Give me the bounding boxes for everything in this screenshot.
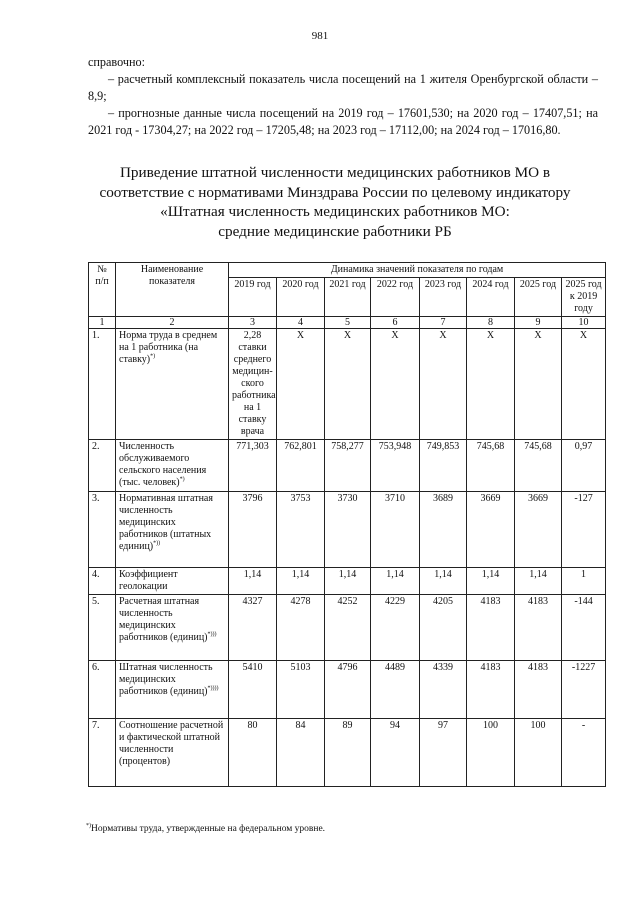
value-cell: 5103 <box>277 661 325 719</box>
value-cell: 1,14 <box>325 568 371 595</box>
value-cell: 745,68 <box>467 440 515 492</box>
value-cell: 1,14 <box>371 568 420 595</box>
value-cell: 753,948 <box>371 440 420 492</box>
value-cell: 80 <box>229 719 277 787</box>
table-row <box>89 719 606 787</box>
row-indicator-name <box>116 661 229 719</box>
title-line-2: соответствие с нормативами Минздрава России по целевому индикатору <box>99 183 571 201</box>
value-cell: X <box>515 329 562 440</box>
indicator-name-text: Расчетная штатная численность медицинских работников (единиц) <box>119 596 208 643</box>
intro-reference-label: справочно: <box>88 55 146 69</box>
column-number-row <box>89 317 606 329</box>
value-cell: X <box>467 329 515 440</box>
row-number: 2. <box>89 440 116 492</box>
footnote-reference: *)) <box>153 540 161 547</box>
intro-item-1: – расчетный комплексный показатель числа посещений на 1 жителя Оренбургской области – 8,9; <box>88 72 598 103</box>
indicator-name-text: Штатная численность медицинских работников (единиц) <box>119 662 213 697</box>
row-number: 3. <box>89 492 116 568</box>
value-cell: 4327 <box>229 595 277 661</box>
value-cell: 5410 <box>229 661 277 719</box>
row-indicator-name <box>116 719 229 787</box>
column-number: 1 <box>89 317 116 329</box>
value-cell: 3669 <box>515 492 562 568</box>
value-cell: 1,14 <box>229 568 277 595</box>
title-line-3: «Штатная численность медицинских работников МО: <box>160 203 510 220</box>
column-number: 7 <box>420 317 467 329</box>
value-cell: 4796 <box>325 661 371 719</box>
value-cell: 84 <box>277 719 325 787</box>
value-cell: 4183 <box>515 661 562 719</box>
section-title <box>90 163 580 241</box>
value-cell: X <box>371 329 420 440</box>
footnote-reference: *))) <box>207 631 217 638</box>
indicator-name-text: Нормативная штатная численность медицинских работников (штатных единиц) <box>119 493 213 552</box>
value-cell: 758,277 <box>325 440 371 492</box>
row-indicator-name <box>116 440 229 492</box>
value-cell: 4183 <box>467 661 515 719</box>
intro-section <box>88 54 598 139</box>
value-cell: 3689 <box>420 492 467 568</box>
indicator-name-text: Коэффициент геолокации <box>119 569 178 592</box>
value-cell: X <box>562 329 606 440</box>
title-line-4: средние медицинские работники РБ <box>218 222 452 240</box>
value-cell: 3730 <box>325 492 371 568</box>
header-year: 2023 год <box>420 278 467 317</box>
column-number: 6 <box>371 317 420 329</box>
value-cell: 97 <box>420 719 467 787</box>
value-cell: 3669 <box>467 492 515 568</box>
header-number: № п/п <box>89 263 116 317</box>
value-cell: X <box>277 329 325 440</box>
column-number: 2 <box>116 317 229 329</box>
value-cell: 4489 <box>371 661 420 719</box>
footnote-text: Нормативы труда, утвержденные на федеральном уровне. <box>91 824 326 834</box>
value-cell: 4229 <box>371 595 420 661</box>
value-cell: 4183 <box>467 595 515 661</box>
value-cell: 3710 <box>371 492 420 568</box>
value-cell: X <box>325 329 371 440</box>
value-cell: X <box>420 329 467 440</box>
value-cell: 749,853 <box>420 440 467 492</box>
row-number: 5. <box>89 595 116 661</box>
header-year: 2025 год <box>515 278 562 317</box>
value-cell: 4339 <box>420 661 467 719</box>
value-cell: 89 <box>325 719 371 787</box>
title-line-1: Приведение штатной численности медицинских работников МО в <box>119 164 551 181</box>
footnote <box>86 824 325 834</box>
column-number: 9 <box>515 317 562 329</box>
table-row <box>89 329 606 440</box>
page-number: 981 <box>311 30 329 42</box>
row-number: 6. <box>89 661 116 719</box>
value-cell: -1227 <box>562 661 606 719</box>
row-indicator-name <box>116 492 229 568</box>
header-year: 2020 год <box>277 278 325 317</box>
value-cell: 0,97 <box>562 440 606 492</box>
column-number: 4 <box>277 317 325 329</box>
row-indicator-name <box>116 568 229 595</box>
value-cell: 2,28 ставки среднего медицин-ского работника на 1 ставку врача <box>229 329 277 440</box>
value-cell: 3796 <box>229 492 277 568</box>
header-year: 2022 год <box>371 278 420 317</box>
value-cell: 100 <box>467 719 515 787</box>
intro-item-2: – прогнозные данные числа посещений на 2019 год – 17601,530; на 2020 год – 17407,51; на 2021 год - 17304,27; на 2022 год – 17205,48; на 2023 год – 17112,00; на 2024 год – 17016,80. <box>88 106 598 137</box>
row-number: 4. <box>89 568 116 595</box>
value-cell: 4205 <box>420 595 467 661</box>
value-cell: - <box>562 719 606 787</box>
row-indicator-name <box>116 595 229 661</box>
table-row <box>89 440 606 492</box>
header-year: 2024 год <box>467 278 515 317</box>
footnote-reference: *)))) <box>207 685 219 692</box>
header-year: 2021 год <box>325 278 371 317</box>
value-cell: 4252 <box>325 595 371 661</box>
indicator-name-text: Численность обслуживаемого сельского населения (тыс. человек) <box>119 441 207 488</box>
table-body <box>89 329 606 787</box>
value-cell: 100 <box>515 719 562 787</box>
indicator-name-text: Норма труда в среднем на 1 работника (на ставку) <box>119 330 218 365</box>
value-cell: 3753 <box>277 492 325 568</box>
column-number: 8 <box>467 317 515 329</box>
value-cell: 1,14 <box>277 568 325 595</box>
table-row <box>89 568 606 595</box>
column-number: 3 <box>229 317 277 329</box>
footnote-reference: *) <box>150 353 156 360</box>
value-cell: -127 <box>562 492 606 568</box>
row-number: 1. <box>89 329 116 440</box>
value-cell: 1,14 <box>467 568 515 595</box>
header-indicator-name: Наименование показателя <box>116 263 229 317</box>
footnote-reference: *) <box>179 476 185 483</box>
row-indicator-name <box>116 329 229 440</box>
value-cell: 771,303 <box>229 440 277 492</box>
header-dynamics: Динамика значений показателя по годам <box>229 263 606 278</box>
value-cell: 1 <box>562 568 606 595</box>
value-cell: 4278 <box>277 595 325 661</box>
staffing-table <box>88 262 606 787</box>
value-cell: 94 <box>371 719 420 787</box>
table-row <box>89 492 606 568</box>
value-cell: 745,68 <box>515 440 562 492</box>
header-year: 2019 год <box>229 278 277 317</box>
row-number: 7. <box>89 719 116 787</box>
value-cell: 1,14 <box>420 568 467 595</box>
column-number: 5 <box>325 317 371 329</box>
column-number: 10 <box>562 317 606 329</box>
value-cell: 762,801 <box>277 440 325 492</box>
indicator-name-text: Соотношение расчетной и фактической штатной численности (процентов) <box>119 720 224 767</box>
table-row <box>89 595 606 661</box>
footnote-mark: *) <box>86 822 91 829</box>
value-cell: 4183 <box>515 595 562 661</box>
value-cell: -144 <box>562 595 606 661</box>
header-year-change: 2025 год к 2019 году <box>562 278 606 317</box>
value-cell: 1,14 <box>515 568 562 595</box>
table-row <box>89 661 606 719</box>
